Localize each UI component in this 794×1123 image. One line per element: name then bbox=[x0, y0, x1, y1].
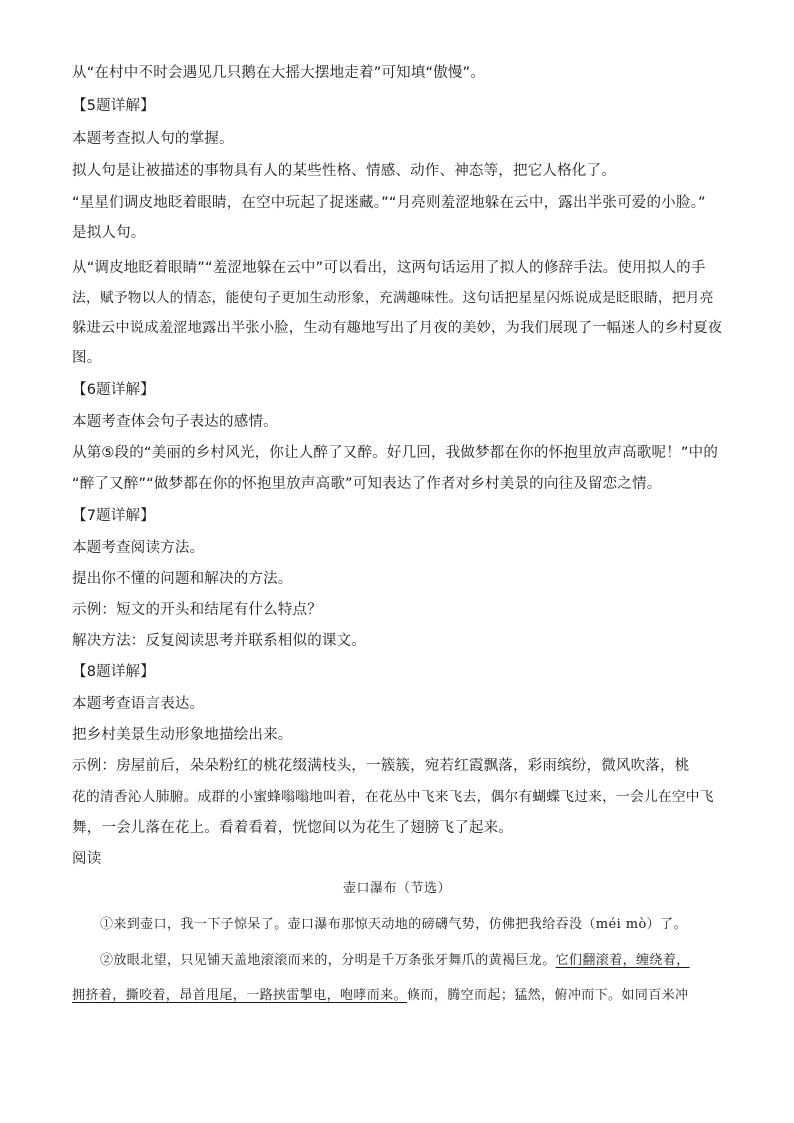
underlined-sentence: 拥挤着，撕咬着，昂首甩尾，一路挟雷掣电，咆哮而来。 bbox=[72, 988, 408, 1003]
reading-paragraph-2 bbox=[100, 952, 690, 970]
section-heading-7: 【7题详解】 bbox=[72, 508, 155, 524]
text-line: 从第⑤段的“美丽的乡村风光，你让人醉了又醉。好几回，我做梦都在你的怀抱里放声高歌呢！”中的 bbox=[72, 445, 719, 461]
text-line: 示例：短文的开头和结尾有什么特点？ bbox=[72, 602, 322, 618]
text-line: 拟人句是让被描述的事物具有人的某些性格、情感、动作、神态等，把它人格化了。 bbox=[72, 163, 616, 179]
text-line: 本题考查体会句子表达的感情。 bbox=[72, 414, 278, 430]
text-line: 躲进云中说成羞涩地露出半张小脸，生动有趣地写出了月夜的美妙，为我们展现了一幅迷人的乡村夏夜 bbox=[72, 320, 723, 336]
text-line: 本题考查阅读方法。 bbox=[72, 540, 205, 556]
text-line: “星星们调皮地眨着眼睛，在空中玩起了捉迷藏。”“月亮则羞涩地躲在云中，露出半张可爱的小脸。” bbox=[72, 195, 706, 211]
section-heading-8: 【8题详解】 bbox=[72, 664, 155, 680]
reading-paragraph-2-cont bbox=[72, 987, 688, 1005]
reading-paragraph-1: ①来到壶口，我一下子惊呆了。壶口瀑布那惊天动地的磅礴气势，仿佛把我给吞没（méi mò）了。 bbox=[100, 917, 687, 932]
text-line: 舞，一会儿落在花上。看着看着，恍惚间以为花生了翅膀飞了起来。 bbox=[72, 820, 513, 836]
text-line: 图。 bbox=[72, 350, 102, 366]
reading-label: 阅读 bbox=[72, 851, 102, 867]
section-heading-6: 【6题详解】 bbox=[72, 382, 155, 398]
text-line: 是拟人句。 bbox=[72, 225, 146, 241]
reading-text: ②放眼北望，只见铺天盖地滚滚而来的，分明是千万条张牙舞爪的黄褐巨龙。 bbox=[100, 953, 556, 968]
reading-title: 壶口瀑布（节选） bbox=[342, 881, 451, 896]
text-line: 法，赋予物以人的情态，能使句子更加生动形象，充满趣味性。这句话把星星闪烁说成是眨眼睛，把月亮 bbox=[72, 290, 714, 306]
text-line: 提出你不懂的问题和解决的方法。 bbox=[72, 571, 293, 587]
text-line: “醉了又醉”“做梦都在你的怀抱里放声高歌”可知表达了作者对乡村美景的向往及留恋之情。 bbox=[72, 476, 662, 492]
section-heading-5: 【5题详解】 bbox=[72, 98, 155, 114]
underlined-sentence: 它们翻滚着，缠绕着， bbox=[555, 953, 690, 968]
text-line: 花的清香沁人肺腑。成群的小蜜蜂嗡嗡地叫着，在花丛中飞来飞去，偶尔有蝴蝶飞过来，一会儿在空中飞 bbox=[72, 789, 714, 805]
text-line: 示例：房屋前后，朵朵粉红的桃花缀满枝头，一簇簇，宛若红霞飘落，彩雨缤纷，微风吹落，桃 bbox=[72, 758, 690, 774]
text-line: 本题考查拟人句的掌握。 bbox=[72, 131, 234, 147]
reading-text: 倏而，腾空而起；猛然，俯冲而下。如同百米冲 bbox=[407, 988, 689, 1003]
text-line: 从“在村中不时会遇见几只鹅在大摇大摆地走着”可知填“傲慢”。 bbox=[72, 65, 486, 81]
text-line: 本题考查语言表达。 bbox=[72, 696, 205, 712]
text-line: 解决方法：反复阅读思考并联系相似的课文。 bbox=[72, 633, 366, 649]
text-line: 从“调皮地眨着眼睛”“羞涩地躲在云中”可以看出，这两句话运用了拟人的修辞手法。使用拟人的手 bbox=[72, 260, 706, 276]
text-line: 把乡村美景生动形象地描绘出来。 bbox=[72, 727, 293, 743]
